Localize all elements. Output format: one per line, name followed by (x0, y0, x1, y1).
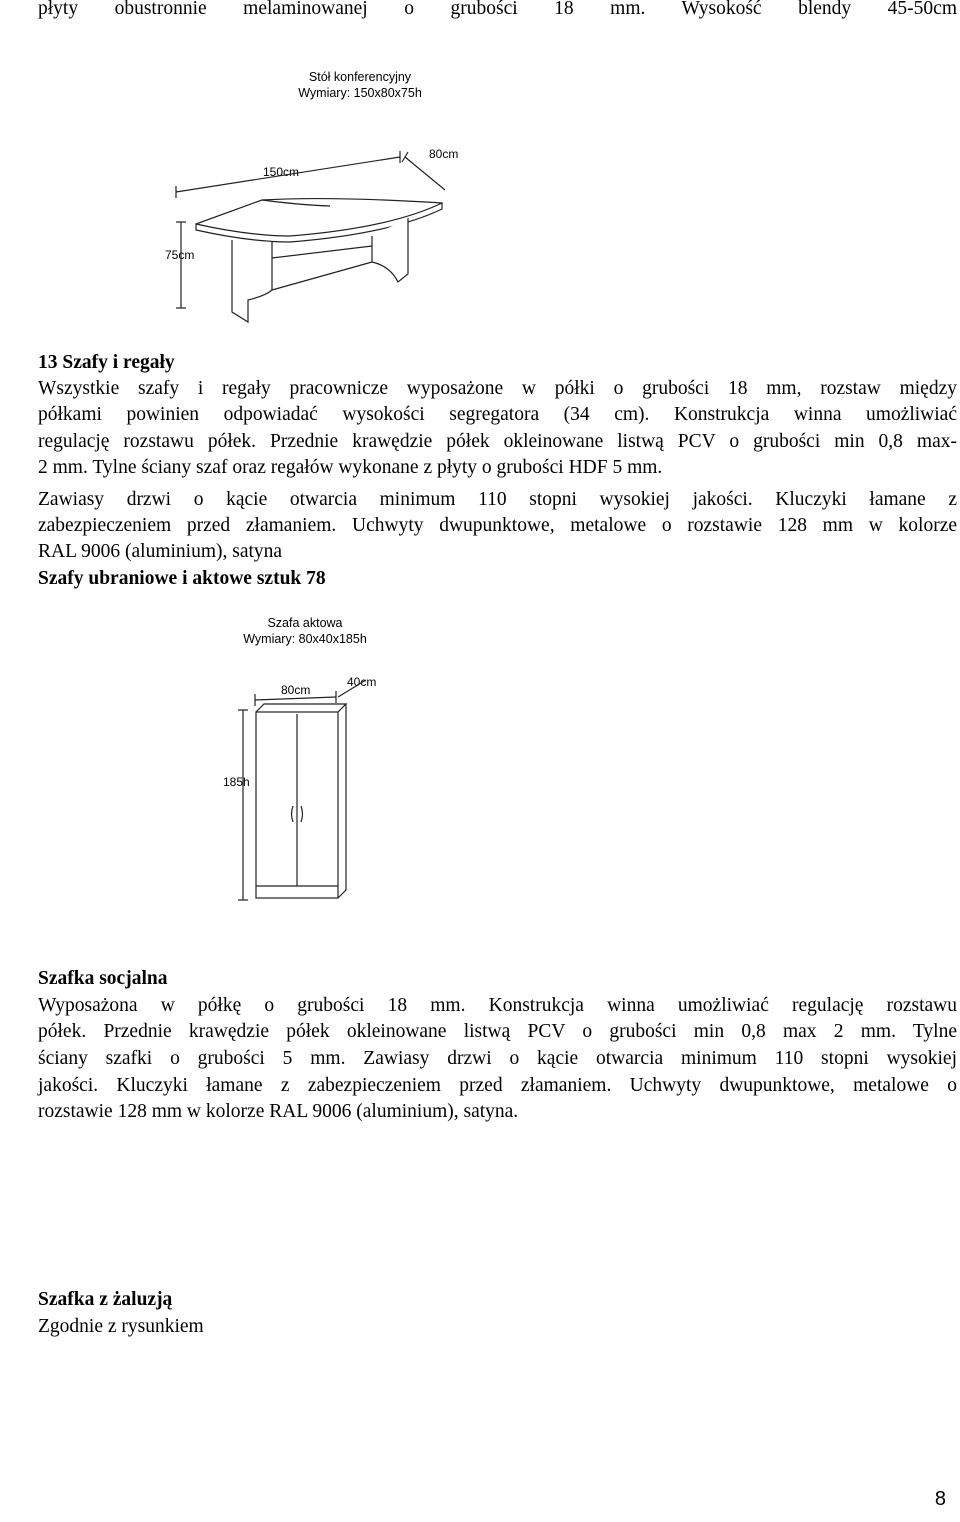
section-13-line: Wszystkie szafy i regały pracownicze wyposażone w półki o grubości 18 mm, rozstaw między (38, 378, 957, 399)
figure-table-height: 75cm (165, 248, 195, 262)
section-13-subheading: Szafy ubraniowe i aktowe sztuk 78 (38, 568, 326, 589)
figure-cabinet-depth: 40cm (347, 675, 377, 689)
section-13-line: Zawiasy drzwi o kącie otwarcia minimum 110 stopni wysokiej jakości. Kluczyki łamane z (38, 489, 957, 510)
section-13-line: zabezpieczeniem przed złamaniem. Uchwyty dwupunktowe, metalowe o rozstawie 128 mm w kolorze (38, 515, 957, 536)
szafka-socjalna-heading: Szafka socjalna (38, 968, 168, 989)
figure-table-depth: 80cm (429, 147, 459, 161)
szafka-socjalna-line: rozstawie 128 mm w kolorze RAL 9006 (aluminium), satyna. (38, 1101, 519, 1122)
section-13-line: regulację rozstawu półek. Przednie krawędzie półek okleinowane listwą PCV o grubości min 0,8 max- (38, 431, 957, 452)
szafka-socjalna-line: Wyposażona w półkę o grubości 18 mm. Konstrukcja winna umożliwiać regulację rozstawu (38, 995, 957, 1016)
section-13-heading: 13 Szafy i regały (38, 352, 175, 373)
figure-cabinet-dims: Wymiary: 80x40x185h (243, 632, 367, 646)
section-13-line: 2 mm. Tylne ściany szaf oraz regałów wykonane z płyty o grubości HDF 5 mm. (38, 457, 663, 478)
szafka-socjalna-line: półek. Przednie krawędzie półek okleinowane listwą PCV o grubości min 0,8 max 2 mm. Tylne (38, 1021, 957, 1042)
figure-cabinet-title: Szafa aktowa (267, 616, 343, 630)
figure-table-title: Stół konferencyjny (308, 70, 412, 84)
figure-cabinet-height: 185h (223, 775, 250, 789)
section-13-line: półkami powinien odpowiadać wysokości segregatora (34 cm). Konstrukcja winna umożliwiać (38, 404, 957, 425)
szafka-socjalna-line: ściany szafki o grubości 5 mm. Zawiasy drzwi o kącie otwarcia minimum 110 stopni wysokiej (38, 1048, 957, 1069)
szafka-socjalna-line: jakości. Kluczyki łamane z zabezpieczeniem przed złamaniem. Uchwyty dwupunktowe, metalowe o (38, 1075, 957, 1096)
figure-table-dims: Wymiary: 150x80x75h (298, 86, 422, 100)
szafka-zaluzja-text: Zgodnie z rysunkiem (38, 1316, 204, 1337)
section-13-line: RAL 9006 (aluminium), satyna (38, 541, 283, 562)
szafka-zaluzja-heading: Szafka z żaluzją (38, 1289, 173, 1310)
figure-table-length: 150cm (263, 165, 300, 179)
figure-cabinet-width: 80cm (281, 683, 311, 697)
top-text-line: płyty obustronnie melaminowanej o grubości 18 mm. Wysokość blendy 45-50cm (38, 0, 957, 19)
page-number: 8 (934, 1488, 946, 1510)
